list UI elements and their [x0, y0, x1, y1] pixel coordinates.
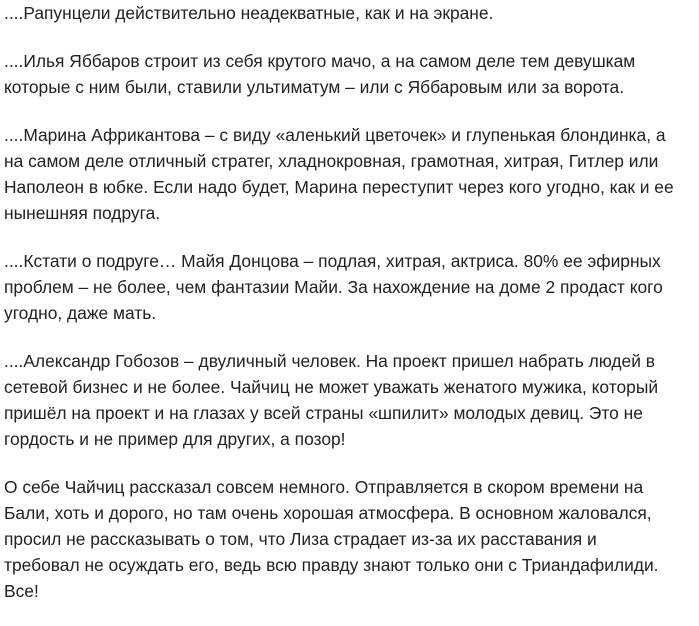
- article-body: [4, 0, 694, 626]
- paragraph-line: ....Кстати о подруге… Майя Донцова – подлая, хитрая, актриса. 80% ее эфирных: [4, 251, 661, 271]
- paragraph-aleksandr-gobozov: [4, 348, 694, 452]
- paragraph-line: ....Рапунцели действительно неадекватные, как и на экране.: [4, 3, 494, 23]
- paragraph-line: угодно, даже мать.: [4, 303, 157, 323]
- paragraph-line: ....Александр Гобозов – двуличный человек. На проект пришел набрать людей в: [4, 351, 655, 371]
- paragraph-line: проблем – не более, чем фантазии Майи. За нахождение на доме 2 продаст кого: [4, 277, 663, 297]
- paragraph-line: требовал не осуждать его, ведь всю правду знают только они с Триандафилиди.: [4, 555, 659, 575]
- paragraph-chaychits-about-himself: [4, 474, 694, 604]
- paragraph-line: ....Марина Африкантова – с виду «аленький цветочек» и глупенькая блондинка, а: [4, 125, 666, 145]
- paragraph-line: пришёл на проект и на глазах у всей страны «шпилит» молодых девиц. Это не: [4, 403, 643, 423]
- paragraph-line: которые с ним были, ставили ультиматум – или с Яббаровым или за ворота.: [4, 77, 625, 97]
- paragraph-line: гордость и не пример для других, а позор!: [4, 429, 346, 449]
- paragraph-ilya-yabbarov: [4, 48, 694, 100]
- paragraph-line: сетевой бизнес и не более. Чайчиц не может уважать женатого мужика, который: [4, 377, 659, 397]
- paragraph-line: Бали, хоть и дорого, но там очень хорошая атмосфера. В основном жаловался,: [4, 503, 652, 523]
- paragraph-line: О себе Чайчиц рассказал совсем немного. Отправляется в скором времени на: [4, 477, 644, 497]
- paragraph-rapuntseli: [4, 0, 694, 26]
- paragraph-line: Все!: [4, 581, 39, 601]
- paragraph-line: нынешняя подруга.: [4, 203, 161, 223]
- paragraph-line: просил не рассказывать о том, что Лиза страдает из-за их расставания и: [4, 529, 597, 549]
- paragraph-line: Наполеон в юбке. Если надо будет, Марина переступит через кого угодно, как и ее: [4, 177, 674, 197]
- paragraph-line: на самом деле отличный стратег, хладнокровная, грамотная, хитрая, Гитлер или: [4, 151, 659, 171]
- paragraph-line: ....Илья Яббаров строит из себя крутого мачо, а на самом деле тем девушкам: [4, 51, 636, 71]
- paragraph-mayya-dontsova: [4, 248, 694, 326]
- paragraph-marina-afrikantova: [4, 122, 694, 226]
